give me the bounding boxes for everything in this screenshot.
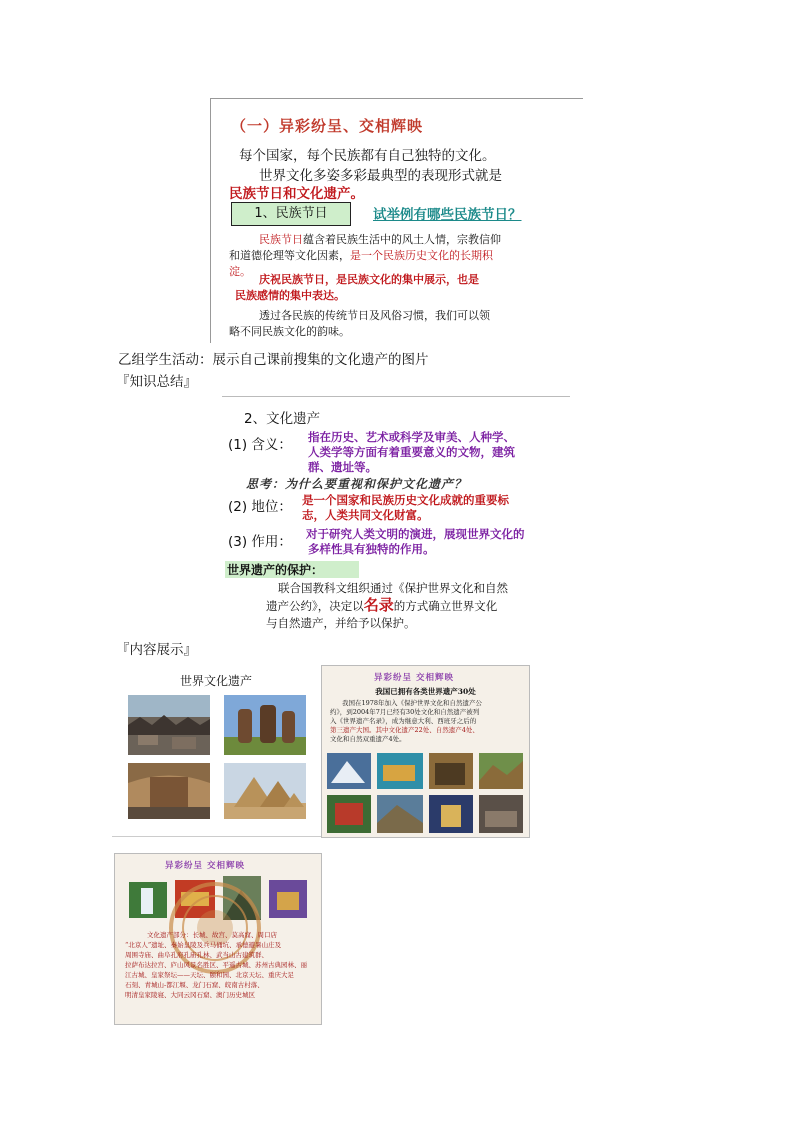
meaning-text xyxy=(308,430,515,475)
slide1-line3: 民族节日和文化遗产。 xyxy=(229,186,364,202)
slide4-line1: 文化遗产部分：长城、故宫、莫高窟、周口店 xyxy=(147,931,277,939)
protect-line1: 联合国教科文组织通过《保护世界文化和自然 xyxy=(278,581,508,595)
festival-term: 民族节日 xyxy=(259,233,303,246)
para1-text: 蕴含着民族生活中的风土人情，宗教信仰 xyxy=(303,233,501,246)
think-question: 思考：为什么要重视和保护文化遗产？ xyxy=(246,477,468,491)
festival-question: 试举例有哪些民族节日？ xyxy=(373,207,522,223)
slide4-line2: “北京人”遗址、秦始皇陵及兵马俑坑、承德避暑山庄及 xyxy=(125,941,282,949)
slide-festivals xyxy=(210,98,583,343)
slide4-line7: 明清皇家陵寝、大同云冈石窟、澳门历史城区 xyxy=(125,991,255,999)
slide3-line4: 第三遗产大国。其中文化遗产22处、自然遗产4处、 xyxy=(330,726,479,734)
role-label: (3) 作用： xyxy=(228,534,292,550)
divider xyxy=(112,836,322,837)
slide1-line1: 每个国家，每个民族都有自己独特的文化。 xyxy=(239,148,496,164)
meaning-line3: 群、遗址等。 xyxy=(308,460,377,474)
para2-line1: 庆祝民族节日，是民族文化的集中展示，也是 xyxy=(259,273,479,286)
slide4-list xyxy=(125,930,317,1000)
slide4-line5: 江古城、皇家祭坛——天坛、颐和园、北京天坛、重庆大足 xyxy=(125,971,294,979)
slide4-line4: 拉萨布达拉宫、庐山风景名胜区、平遥古城、苏州古典园林、丽 xyxy=(125,961,307,969)
old-town-photo xyxy=(128,695,210,755)
slide4-line6: 石刻、青城山-都江堰、龙门石窟、皖南古村落、 xyxy=(125,981,264,989)
role-line2: 多样性具有独特的作用。 xyxy=(308,542,435,556)
slide3-paragraph xyxy=(330,699,526,744)
summary-heading: 『知识总结』 xyxy=(116,374,197,390)
slide3-subtitle: 我国已拥有各类世界遗产30处 xyxy=(375,687,476,696)
slide3-line3: 入《世界遗产名录》，成为继意大利、西班牙之后的 xyxy=(330,717,477,725)
slide1-title: （一）异彩纷呈、交相辉映 xyxy=(231,117,424,135)
meaning-line2: 人类学等方面有着重要意义的文物，建筑 xyxy=(308,445,515,459)
slide1-paragraph3 xyxy=(229,308,579,340)
status-text xyxy=(302,493,509,523)
slide-heritage xyxy=(222,396,570,630)
activity-line: 乙组学生活动：展示自己课前搜集的文化遗产的图片 xyxy=(118,352,429,368)
slide1-paragraph2 xyxy=(229,272,579,304)
slide3-line1: 我国在1978年加入《保护世界文化和自然遗产公 xyxy=(342,699,483,707)
slide2-title: 2、文化遗产 xyxy=(244,411,321,427)
para3-line2: 略不同民族文化的韵味。 xyxy=(229,325,350,338)
protect-keyword: 名录 xyxy=(363,596,394,614)
slide-china-culture-list xyxy=(114,853,322,1025)
meaning-label: (1) 含义： xyxy=(228,437,292,453)
protect-text xyxy=(266,580,566,632)
para3-line1: 透过各民族的传统节日及风俗习惯，我们可以领 xyxy=(259,309,490,322)
role-text xyxy=(306,527,525,557)
status-line1: 是一个国家和民族历史文化成就的重要标 xyxy=(302,493,509,507)
para1-end: 淀。 xyxy=(229,265,251,278)
protect-line2a: 遗产公约》，决定以 xyxy=(266,599,364,613)
pyramids-photo xyxy=(224,763,306,819)
slide1-line2: 世界文化多姿多彩最典型的表现形式就是 xyxy=(259,168,502,184)
para2-line2: 民族感情的集中表达。 xyxy=(235,289,345,302)
slide3-ribbon: 异彩纷呈 交相辉映 xyxy=(374,673,454,683)
para1-text2: 和道德伦理等文化因素， xyxy=(229,249,350,262)
meaning-line1: 指在历史、艺术或科学及审美、人种学、 xyxy=(308,430,515,444)
slide4-line3: 周围寺庙、曲阜孔府孔庙孔林、武当山古建筑群、 xyxy=(125,951,268,959)
para1-red: 是一个民族历史文化的长期积 xyxy=(350,249,493,262)
slide-china-heritage xyxy=(321,665,530,838)
panel-caption: 世界文化遗产 xyxy=(180,674,253,688)
status-line2: 志，人类共同文化财富。 xyxy=(302,508,429,522)
protect-label: 世界遗产的保护： xyxy=(227,563,324,577)
moai-statues-photo xyxy=(224,695,306,755)
slide4-ribbon: 异彩纷呈 交相辉映 xyxy=(165,861,245,871)
role-line1: 对于研究人类文明的演进，展现世界文化的 xyxy=(306,527,525,541)
status-label: (2) 地位： xyxy=(228,499,292,515)
slide3-line2: 约》，到2004年7月已经有30处文化和自然遗产被列 xyxy=(330,708,480,716)
slide3-line5: 文化和自然双重遗产4处。 xyxy=(330,735,406,743)
protect-line2c: 的方式确立世界文化 xyxy=(393,599,498,613)
cliff-temple-photo xyxy=(128,763,210,819)
slide3-photo-grid xyxy=(327,753,525,833)
heritage-photo-panel xyxy=(122,668,312,806)
protect-line3: 与自然遗产，并给予以保护。 xyxy=(266,616,416,630)
festival-label-box: 1、民族节日 xyxy=(231,202,351,226)
content-heading: 『内容展示』 xyxy=(116,642,197,658)
